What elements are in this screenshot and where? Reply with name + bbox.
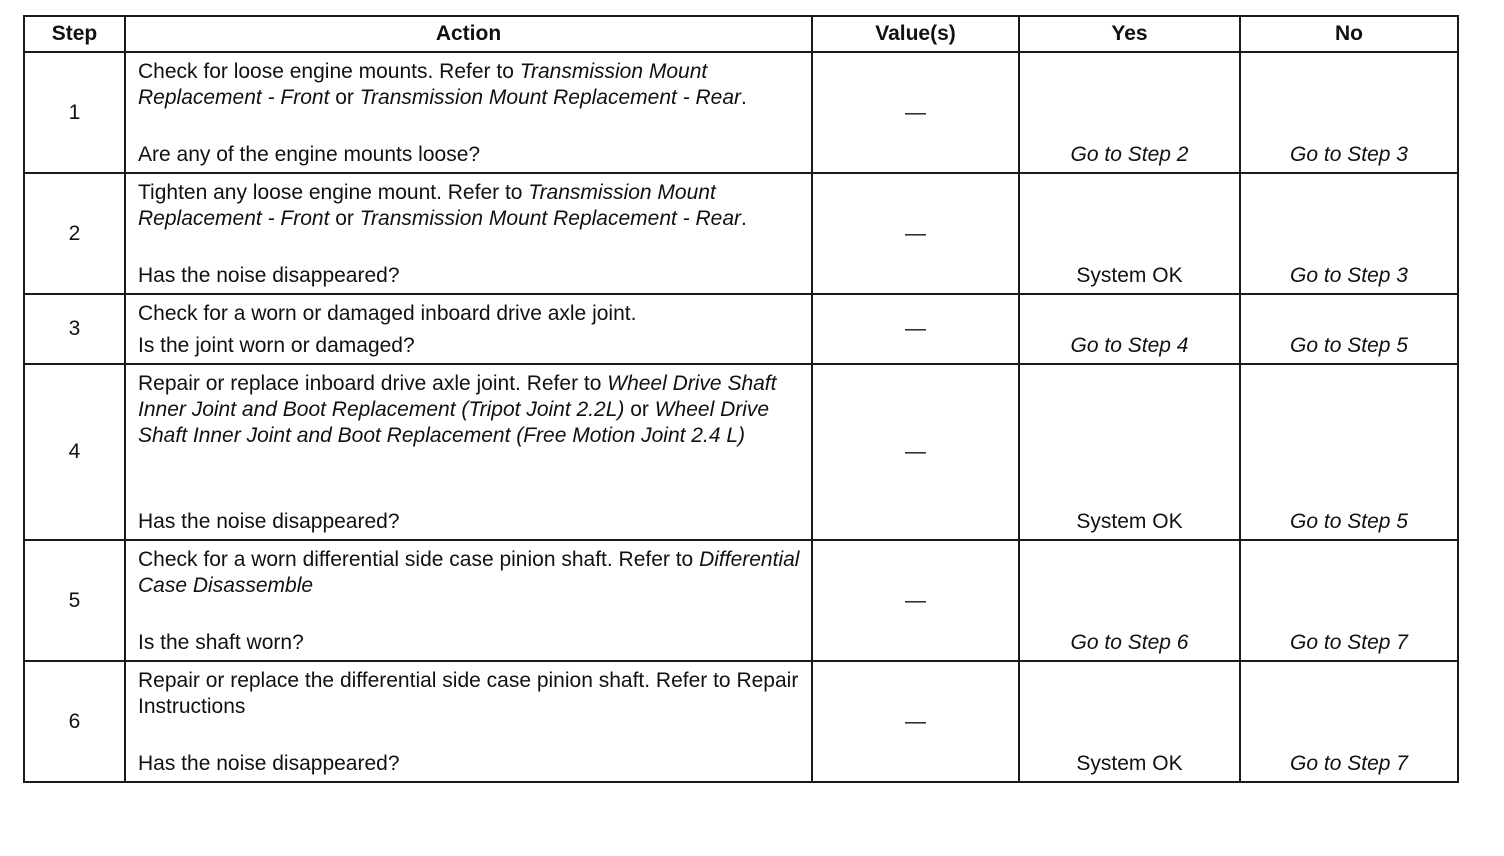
- yes-result: Go to Step 6: [1070, 631, 1189, 654]
- no-result: Go to Step 5: [1290, 510, 1408, 533]
- no-result: Go to Step 7: [1290, 752, 1408, 775]
- value-cell: [812, 173, 1019, 294]
- action-instruction: Tighten any loose engine mount. Refer to: [138, 181, 529, 204]
- no-cell: [1240, 540, 1458, 661]
- table-row: [24, 52, 1458, 173]
- action-instruction: or: [329, 207, 360, 230]
- procedure-reference: Transmission Mount Replacement - Front: [138, 60, 708, 109]
- value-dash: —: [905, 440, 926, 463]
- action-text: [138, 547, 801, 599]
- no-cell: [1240, 364, 1458, 540]
- yes-result: System OK: [1076, 264, 1183, 287]
- value-cell: [812, 661, 1019, 782]
- header-no: No: [1240, 16, 1458, 52]
- no-cell: [1240, 52, 1458, 173]
- procedure-reference: Wheel Drive Shaft Inner Joint and Boot Replacement (Free Motion Joint 2.4 L): [138, 398, 770, 447]
- action-text: [138, 668, 801, 720]
- yes-result: System OK: [1076, 752, 1183, 775]
- diagnostic-table: [23, 15, 1459, 783]
- table-row: [24, 540, 1458, 661]
- step-number: 5: [24, 540, 125, 661]
- value-dash: —: [905, 221, 926, 245]
- table-row: [24, 294, 1458, 364]
- action-question: Is the shaft worn?: [138, 631, 304, 654]
- procedure-reference: Transmission Mount Replacement - Rear: [359, 86, 742, 109]
- header-step: Step: [24, 16, 125, 52]
- no-result: Go to Step 3: [1290, 143, 1408, 166]
- action-cell: [125, 540, 812, 661]
- header-action: Action: [125, 16, 812, 52]
- procedure-reference: Transmission Mount Replacement - Front: [138, 181, 716, 230]
- action-text: [138, 180, 801, 232]
- no-result: Go to Step 3: [1290, 264, 1408, 287]
- step-number: 6: [24, 661, 125, 782]
- action-question: Has the noise disappeared?: [138, 510, 400, 533]
- value-cell: [812, 364, 1019, 540]
- no-cell: [1240, 173, 1458, 294]
- table-row: [24, 364, 1458, 540]
- table-row: [24, 661, 1458, 782]
- yes-result: System OK: [1076, 510, 1183, 533]
- procedure-reference: Wheel Drive Shaft Inner Joint and Boot Replacement (Tripot Joint 2.2L): [138, 372, 777, 421]
- yes-cell: [1019, 364, 1240, 540]
- header-yes: Yes: [1019, 16, 1240, 52]
- action-cell: [125, 364, 812, 540]
- step-number: 2: [24, 173, 125, 294]
- action-instruction: .: [741, 86, 747, 109]
- step-number: 1: [24, 52, 125, 173]
- yes-result: Go to Step 4: [1070, 334, 1189, 357]
- value-dash: —: [905, 709, 926, 733]
- value-dash: —: [905, 317, 926, 340]
- action-instruction: Check for a worn differential side case pinion shaft. Refer to: [138, 548, 700, 571]
- yes-result: Go to Step 2: [1070, 143, 1189, 166]
- action-cell: [125, 52, 812, 173]
- header-row: [24, 16, 1458, 52]
- value-cell: [812, 540, 1019, 661]
- yes-cell: [1019, 173, 1240, 294]
- procedure-reference: Differential Case Disassemble: [138, 548, 800, 597]
- action-question: Are any of the engine mounts loose?: [138, 143, 481, 166]
- action-question: Has the noise disappeared?: [138, 752, 400, 775]
- table-body: [24, 52, 1458, 782]
- value-dash: —: [905, 100, 926, 124]
- action-instruction: Repair or replace inboard drive axle joint. Refer to: [138, 372, 608, 395]
- step-number: 3: [24, 294, 125, 364]
- action-instruction: or: [329, 86, 360, 109]
- action-question: Is the joint worn or damaged?: [138, 334, 415, 357]
- action-cell: [125, 294, 812, 364]
- action-text: [138, 371, 801, 449]
- value-cell: [812, 52, 1019, 173]
- action-instruction: or: [624, 398, 655, 421]
- action-instruction: Check for loose engine mounts. Refer to: [138, 60, 520, 83]
- value-dash: —: [905, 588, 926, 612]
- step-number: 4: [24, 364, 125, 540]
- action-text: [138, 301, 801, 327]
- value-cell: [812, 294, 1019, 364]
- yes-cell: [1019, 661, 1240, 782]
- header-values: Value(s): [812, 16, 1019, 52]
- procedure-reference: Transmission Mount Replacement - Rear: [359, 207, 742, 230]
- action-text: [138, 59, 801, 111]
- action-instruction: Repair or replace the differential side case pinion shaft. Refer to Repair Instructions: [138, 669, 799, 718]
- yes-cell: [1019, 52, 1240, 173]
- action-instruction: Check for a worn or damaged inboard drive axle joint.: [138, 302, 637, 325]
- action-cell: [125, 661, 812, 782]
- action-question: Has the noise disappeared?: [138, 264, 400, 287]
- table-row: [24, 173, 1458, 294]
- yes-cell: [1019, 294, 1240, 364]
- action-instruction: .: [741, 207, 747, 230]
- no-cell: [1240, 661, 1458, 782]
- yes-cell: [1019, 540, 1240, 661]
- no-cell: [1240, 294, 1458, 364]
- action-cell: [125, 173, 812, 294]
- no-result: Go to Step 7: [1290, 631, 1408, 654]
- no-result: Go to Step 5: [1290, 334, 1408, 357]
